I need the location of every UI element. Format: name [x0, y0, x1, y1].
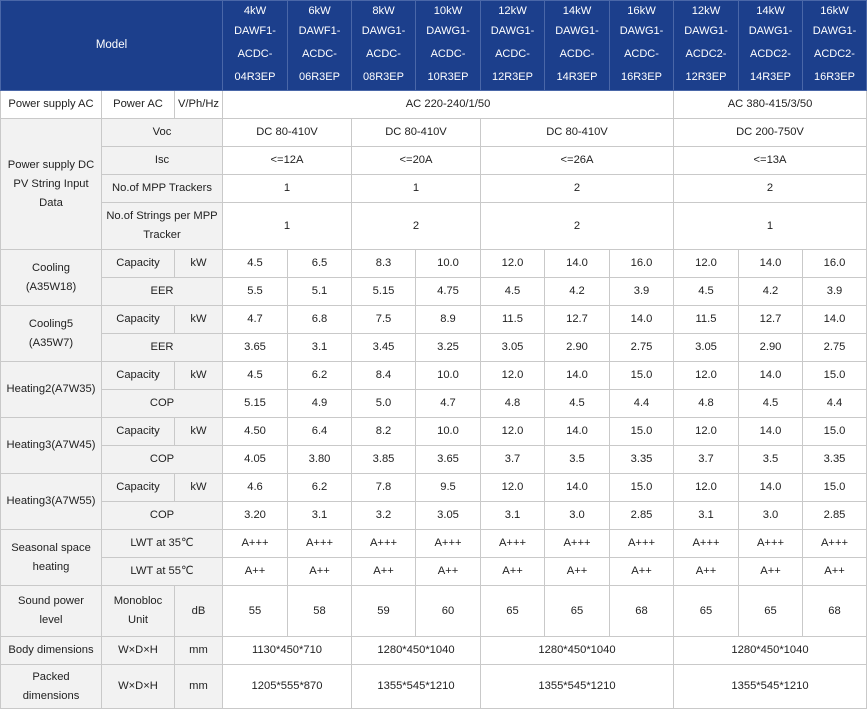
- value-cell: 3.85: [352, 446, 416, 474]
- value-cell: A++: [481, 558, 545, 586]
- value-cell: 5.15: [223, 390, 288, 418]
- value-cell: 5.15: [352, 278, 416, 306]
- value-cell: A++: [739, 558, 803, 586]
- unit-label: kW: [175, 362, 223, 390]
- row-group-label: Cooling5 (A35W7): [1, 306, 102, 362]
- value-cell: 65: [481, 586, 545, 637]
- param-label: Monobloc Unit: [102, 586, 175, 637]
- model-name-line: DAWG1-: [426, 25, 470, 37]
- value-cell: A++: [545, 558, 610, 586]
- value-cell: 3.35: [610, 446, 674, 474]
- value-cell: 2.90: [739, 334, 803, 362]
- value-cell: 4.5: [223, 362, 288, 390]
- value-cell: 14.0: [739, 362, 803, 390]
- value-cell: 12.0: [674, 250, 739, 278]
- value-cell: 2: [481, 175, 674, 203]
- model-kw: 14kW: [562, 5, 592, 17]
- value-cell: 2.90: [545, 334, 610, 362]
- model-kw: 12kW: [498, 5, 527, 17]
- value-cell: A++: [352, 558, 416, 586]
- model-name-line: ACDC2-: [685, 48, 727, 60]
- value-cell: 4.9: [288, 390, 352, 418]
- value-cell: A++: [288, 558, 352, 586]
- value-cell: 3.1: [288, 502, 352, 530]
- value-cell: 3.7: [674, 446, 739, 474]
- header-row: [1, 1, 867, 91]
- value-cell: 3.1: [481, 502, 545, 530]
- model-kw: 16kW: [820, 5, 849, 17]
- model-name-line: 14R3EP: [750, 71, 791, 83]
- model-col-header: [352, 1, 416, 91]
- value-cell: 14.0: [739, 418, 803, 446]
- value-cell: 3.0: [739, 502, 803, 530]
- value-cell: 5.5: [223, 278, 288, 306]
- value-cell: 4.4: [803, 390, 867, 418]
- seasonal-lwt35-row: [1, 530, 867, 558]
- value-cell: 9.5: [416, 474, 481, 502]
- value-cell: 14.0: [545, 418, 610, 446]
- model-kw: 4kW: [243, 5, 267, 17]
- value-cell: 12.0: [674, 362, 739, 390]
- value-cell: 14.0: [739, 474, 803, 502]
- row-group-label: Heating3(A7W55): [1, 474, 102, 530]
- param-label: LWT at 55℃: [102, 558, 223, 586]
- value-cell: 12.0: [674, 418, 739, 446]
- perf-efficiency-row: [1, 390, 867, 418]
- model-kw: 8kW: [372, 5, 395, 17]
- value-cell: 11.5: [481, 306, 545, 334]
- value-cell: A+++: [416, 530, 481, 558]
- value-cell: 15.0: [610, 418, 674, 446]
- value-cell: 15.0: [610, 362, 674, 390]
- model-name-line: 12R3EP: [492, 71, 533, 83]
- model-name-line: DAWG1-: [619, 25, 664, 37]
- power-ac-row: [1, 91, 867, 119]
- value-cell: 4.6: [223, 474, 288, 502]
- value-cell: A+++: [674, 530, 739, 558]
- value-cell: 3.1: [288, 334, 352, 362]
- value-cell: A++: [610, 558, 674, 586]
- value-cell: 3.80: [288, 446, 352, 474]
- model-kw: 12kW: [691, 5, 721, 17]
- value-cell: 7.8: [352, 474, 416, 502]
- value-cell: 3.20: [223, 502, 288, 530]
- perf-capacity-row: [1, 250, 867, 278]
- row-group-label: Body dimensions: [1, 637, 102, 665]
- value-cell: A+++: [545, 530, 610, 558]
- param-label: W×D×H: [102, 665, 175, 709]
- value-cell: 10.0: [416, 250, 481, 278]
- unit-label: kW: [175, 418, 223, 446]
- model-label: Model: [1, 1, 223, 91]
- value-cell: 4.8: [481, 390, 545, 418]
- model-kw: 10kW: [433, 5, 463, 17]
- value-cell: 65: [674, 586, 739, 637]
- value-cell: 14.0: [739, 250, 803, 278]
- value-cell: 7.5: [352, 306, 416, 334]
- value-cell: DC 80-410V: [352, 119, 481, 147]
- body-dimensions-row: [1, 637, 867, 665]
- value-cell: 6.2: [288, 474, 352, 502]
- value-cell: 4.5: [481, 278, 545, 306]
- value-cell: 68: [610, 586, 674, 637]
- model-kw: 14kW: [756, 5, 785, 17]
- value-cell: 3.25: [416, 334, 481, 362]
- value-cell: A+++: [803, 530, 867, 558]
- value-cell: 8.3: [352, 250, 416, 278]
- value-cell: 3.5: [739, 446, 803, 474]
- value-cell: 6.4: [288, 418, 352, 446]
- model-name-line: ACDC-: [302, 48, 337, 60]
- row-group-label: Sound power level: [1, 586, 102, 637]
- value-cell: 3.45: [352, 334, 416, 362]
- value-cell: 1355*545*1210: [674, 665, 867, 709]
- unit-label: mm: [175, 665, 223, 709]
- value-cell: 6.2: [288, 362, 352, 390]
- value-cell: 12.0: [481, 250, 545, 278]
- value-cell: 3.9: [803, 278, 867, 306]
- model-name-line: ACDC-: [237, 48, 273, 60]
- value-cell: 12.7: [739, 306, 803, 334]
- model-name-line: 10R3EP: [427, 71, 469, 83]
- seasonal-lwt55-row: [1, 558, 867, 586]
- value-cell: 4.4: [610, 390, 674, 418]
- value-cell: 1: [223, 175, 352, 203]
- model-name-line: DAWF1-: [298, 25, 341, 37]
- model-name-line: ACDC-: [430, 48, 466, 60]
- sound-power-row: [1, 586, 867, 637]
- pv-mpp-row: [1, 175, 867, 203]
- row-group-label: Seasonal space heating: [1, 530, 102, 586]
- row-group-label: Power supply AC: [1, 91, 102, 119]
- value-cell: 12.0: [481, 418, 545, 446]
- value-cell: 15.0: [803, 418, 867, 446]
- pv-isc-row: [1, 147, 867, 175]
- value-cell: A++: [416, 558, 481, 586]
- value-cell: 8.2: [352, 418, 416, 446]
- value-cell: 14.0: [545, 250, 610, 278]
- packed-dimensions-row: [1, 665, 867, 709]
- param-label: EER: [102, 334, 223, 362]
- param-label: COP: [102, 390, 223, 418]
- row-group-label: Heating2(A7W35): [1, 362, 102, 418]
- value-cell: 65: [739, 586, 803, 637]
- row-group-label: Power supply DC PV String Input Data: [1, 119, 102, 250]
- value-cell: 1: [223, 203, 352, 250]
- value-cell: AC 380-415/3/50: [674, 91, 867, 119]
- model-name-line: DAWG1-: [555, 25, 599, 37]
- value-cell: 3.1: [674, 502, 739, 530]
- model-name-line: 06R3EP: [299, 71, 340, 83]
- value-cell: 4.5: [545, 390, 610, 418]
- value-cell: 4.5: [674, 278, 739, 306]
- value-cell: 15.0: [610, 474, 674, 502]
- model-name-line: DAWG1-: [812, 25, 857, 37]
- value-cell: 1280*450*1040: [674, 637, 867, 665]
- value-cell: 3.05: [416, 502, 481, 530]
- perf-efficiency-row: [1, 446, 867, 474]
- value-cell: 6.8: [288, 306, 352, 334]
- model-name-line: 08R3EP: [363, 71, 404, 83]
- value-cell: 4.5: [739, 390, 803, 418]
- value-cell: 58: [288, 586, 352, 637]
- model-col-header: [416, 1, 481, 91]
- value-cell: 12.0: [674, 474, 739, 502]
- value-cell: 5.0: [352, 390, 416, 418]
- value-cell: A+++: [352, 530, 416, 558]
- value-cell: 2.75: [803, 334, 867, 362]
- value-cell: 8.9: [416, 306, 481, 334]
- model-name-line: DAWG1-: [748, 25, 793, 37]
- value-cell: 14.0: [545, 362, 610, 390]
- model-col-header: [481, 1, 545, 91]
- value-cell: A+++: [610, 530, 674, 558]
- value-cell: 1355*545*1210: [352, 665, 481, 709]
- model-name-line: DAWG1-: [361, 25, 406, 37]
- value-cell: <=20A: [352, 147, 481, 175]
- param-label: COP: [102, 446, 223, 474]
- model-col-header: [288, 1, 352, 91]
- value-cell: A++: [674, 558, 739, 586]
- perf-efficiency-row: [1, 278, 867, 306]
- value-cell: 4.2: [739, 278, 803, 306]
- value-cell: 2.85: [610, 502, 674, 530]
- model-name-line: ACDC2-: [814, 48, 855, 60]
- value-cell: 3.05: [481, 334, 545, 362]
- value-cell: 1280*450*1040: [352, 637, 481, 665]
- param-label: Power AC: [102, 91, 175, 119]
- value-cell: A++: [223, 558, 288, 586]
- model-name-line: DAWG1-: [490, 25, 535, 37]
- value-cell: 15.0: [803, 474, 867, 502]
- value-cell: A+++: [739, 530, 803, 558]
- value-cell: 14.0: [803, 306, 867, 334]
- value-cell: 8.4: [352, 362, 416, 390]
- value-cell: 3.9: [610, 278, 674, 306]
- value-cell: 11.5: [674, 306, 739, 334]
- pv-strings-row: [1, 203, 867, 250]
- value-cell: 3.0: [545, 502, 610, 530]
- param-label: W×D×H: [102, 637, 175, 665]
- perf-capacity-row: [1, 362, 867, 390]
- param-label: Capacity: [102, 250, 175, 278]
- value-cell: DC 80-410V: [223, 119, 352, 147]
- model-name-line: 12R3EP: [685, 71, 727, 83]
- value-cell: 14.0: [610, 306, 674, 334]
- value-cell: 1355*545*1210: [481, 665, 674, 709]
- value-cell: 15.0: [803, 362, 867, 390]
- value-cell: 4.50: [223, 418, 288, 446]
- param-label: EER: [102, 278, 223, 306]
- value-cell: 12.0: [481, 362, 545, 390]
- model-name-line: ACDC-: [366, 48, 401, 60]
- value-cell: 12.7: [545, 306, 610, 334]
- value-cell: 4.8: [674, 390, 739, 418]
- value-cell: AC 220-240/1/50: [223, 91, 674, 119]
- value-cell: 2.85: [803, 502, 867, 530]
- value-cell: 3.2: [352, 502, 416, 530]
- value-cell: 12.0: [481, 474, 545, 502]
- value-cell: 4.75: [416, 278, 481, 306]
- value-cell: 14.0: [545, 474, 610, 502]
- model-name-line: ACDC2-: [750, 48, 791, 60]
- perf-efficiency-row: [1, 334, 867, 362]
- model-name-line: 04R3EP: [234, 71, 276, 83]
- model-kw: 6kW: [308, 5, 331, 17]
- unit-label: kW: [175, 474, 223, 502]
- model-col-header: [674, 1, 739, 91]
- model-name-line: 14R3EP: [556, 71, 598, 83]
- row-group-label: Packed dimensions: [1, 665, 102, 709]
- value-cell: <=12A: [223, 147, 352, 175]
- value-cell: 4.05: [223, 446, 288, 474]
- value-cell: DC 80-410V: [481, 119, 674, 147]
- value-cell: DC 200-750V: [674, 119, 867, 147]
- value-cell: 55: [223, 586, 288, 637]
- value-cell: 2: [481, 203, 674, 250]
- value-cell: 3.65: [416, 446, 481, 474]
- value-cell: 1280*450*1040: [481, 637, 674, 665]
- param-label: No.of Strings per MPP Tracker: [102, 203, 223, 250]
- value-cell: A+++: [481, 530, 545, 558]
- value-cell: 1205*555*870: [223, 665, 352, 709]
- perf-capacity-row: [1, 306, 867, 334]
- unit-label: dB: [175, 586, 223, 637]
- param-label: COP: [102, 502, 223, 530]
- model-name-line: DAWG1-: [684, 25, 728, 37]
- row-group-label: Cooling (A35W18): [1, 250, 102, 306]
- unit-label: kW: [175, 250, 223, 278]
- value-cell: 3.5: [545, 446, 610, 474]
- model-col-header: [545, 1, 610, 91]
- param-label: Capacity: [102, 418, 175, 446]
- param-label: Capacity: [102, 362, 175, 390]
- value-cell: 16.0: [610, 250, 674, 278]
- unit-label: kW: [175, 306, 223, 334]
- model-name-line: ACDC-: [495, 48, 530, 60]
- perf-efficiency-row: [1, 502, 867, 530]
- param-label: Capacity: [102, 474, 175, 502]
- value-cell: 4.5: [223, 250, 288, 278]
- perf-capacity-row: [1, 474, 867, 502]
- value-cell: A+++: [223, 530, 288, 558]
- param-label: Capacity: [102, 306, 175, 334]
- value-cell: 2: [352, 203, 481, 250]
- value-cell: 10.0: [416, 362, 481, 390]
- value-cell: 59: [352, 586, 416, 637]
- value-cell: 2: [674, 175, 867, 203]
- model-col-header: [610, 1, 674, 91]
- param-label: No.of MPP Trackers: [102, 175, 223, 203]
- row-group-label: Heating3(A7W45): [1, 418, 102, 474]
- value-cell: 65: [545, 586, 610, 637]
- value-cell: 3.35: [803, 446, 867, 474]
- model-name-line: 16R3EP: [621, 71, 662, 83]
- value-cell: 3.65: [223, 334, 288, 362]
- perf-capacity-row: [1, 418, 867, 446]
- model-name-line: ACDC-: [559, 48, 595, 60]
- pv-voc-row: [1, 119, 867, 147]
- value-cell: 10.0: [416, 418, 481, 446]
- model-kw: 16kW: [627, 5, 656, 17]
- value-cell: 1130*450*710: [223, 637, 352, 665]
- model-col-header: [803, 1, 867, 91]
- model-col-header: [223, 1, 288, 91]
- value-cell: <=26A: [481, 147, 674, 175]
- model-name-line: ACDC-: [624, 48, 659, 60]
- value-cell: 5.1: [288, 278, 352, 306]
- param-label: LWT at 35℃: [102, 530, 223, 558]
- param-label: Voc: [102, 119, 223, 147]
- value-cell: 60: [416, 586, 481, 637]
- value-cell: 6.5: [288, 250, 352, 278]
- value-cell: 1: [674, 203, 867, 250]
- value-cell: 2.75: [610, 334, 674, 362]
- value-cell: 16.0: [803, 250, 867, 278]
- model-name-line: 16R3EP: [814, 71, 855, 83]
- model-col-header: [739, 1, 803, 91]
- value-cell: 4.2: [545, 278, 610, 306]
- model-name-line: DAWF1-: [234, 25, 276, 37]
- value-cell: 4.7: [223, 306, 288, 334]
- value-cell: 3.05: [674, 334, 739, 362]
- value-cell: <=13A: [674, 147, 867, 175]
- value-cell: 3.7: [481, 446, 545, 474]
- unit-label: V/Ph/Hz: [175, 91, 223, 119]
- value-cell: 68: [803, 586, 867, 637]
- value-cell: 1: [352, 175, 481, 203]
- param-label: Isc: [102, 147, 223, 175]
- unit-label: mm: [175, 637, 223, 665]
- value-cell: 4.7: [416, 390, 481, 418]
- value-cell: A++: [803, 558, 867, 586]
- value-cell: A+++: [288, 530, 352, 558]
